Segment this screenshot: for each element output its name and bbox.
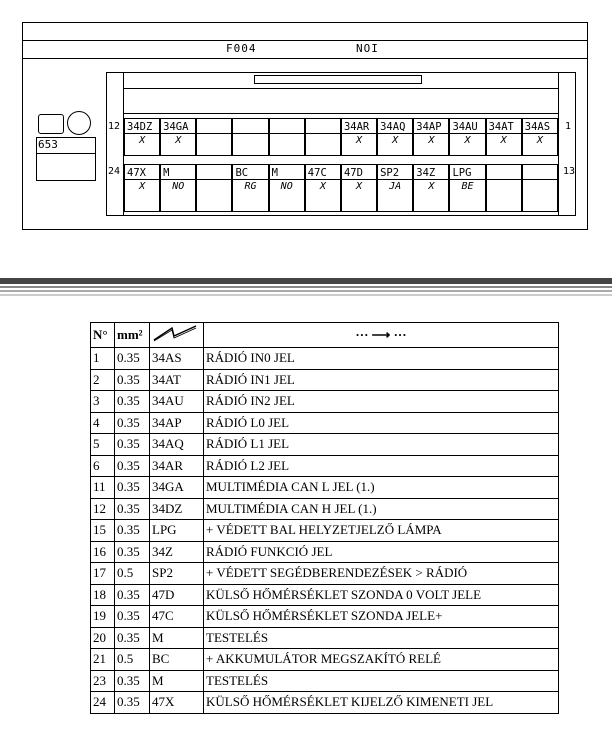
cell-mm2: 0.35 bbox=[115, 434, 150, 456]
pin-cell bbox=[341, 164, 377, 212]
table-row bbox=[91, 434, 559, 456]
table-row bbox=[91, 498, 559, 520]
cell-mm2: 0.35 bbox=[115, 348, 150, 370]
cell-desc: TESTELÉS bbox=[204, 627, 559, 649]
cell-mm2: 0.35 bbox=[115, 627, 150, 649]
cell-desc: KÜLSŐ HŐMÉRSÉKLET SZONDA 0 VOLT JELE bbox=[204, 584, 559, 606]
cell-mm2: 0.35 bbox=[115, 455, 150, 477]
pin-label-1: 1 bbox=[565, 121, 572, 132]
cell-code: 34AT bbox=[150, 369, 204, 391]
cell-mm2: 0.35 bbox=[115, 584, 150, 606]
cell-code: SP2 bbox=[150, 563, 204, 585]
pin-cell bbox=[232, 164, 268, 212]
cell-code: 47X bbox=[150, 692, 204, 714]
cell-code: 34GA bbox=[150, 477, 204, 499]
connector-key-circle bbox=[67, 111, 91, 135]
cell-desc: RÁDIÓ L0 JEL bbox=[204, 412, 559, 434]
cell-no: 17 bbox=[91, 563, 115, 585]
pin-code: 34AR bbox=[343, 121, 370, 133]
pin-code: 34AP bbox=[416, 121, 442, 133]
pin-cell bbox=[413, 164, 449, 212]
cell-no: 6 bbox=[91, 455, 115, 477]
pin-wire-color: X bbox=[175, 135, 182, 146]
pin-wire-color: RG bbox=[244, 181, 257, 192]
cell-desc: MULTIMÉDIA CAN H JEL (1.) bbox=[204, 498, 559, 520]
cell-no: 20 bbox=[91, 627, 115, 649]
pin-wire-color: JA bbox=[389, 181, 402, 192]
table-row bbox=[91, 455, 559, 477]
pin-cell bbox=[449, 118, 485, 156]
cell-mm2: 0.35 bbox=[115, 692, 150, 714]
table-row bbox=[91, 649, 559, 671]
pin-label-13: 13 bbox=[563, 166, 576, 177]
pin-code: 47X bbox=[127, 167, 146, 179]
table-row bbox=[91, 606, 559, 628]
pin-wire-color: BE bbox=[461, 181, 474, 192]
pin-code: 34AT bbox=[488, 121, 514, 133]
table-row bbox=[91, 584, 559, 606]
table-header-row bbox=[91, 323, 559, 348]
pin-wire-color: X bbox=[139, 181, 146, 192]
header-mm2: mm² bbox=[115, 323, 150, 348]
pin-wire-color: X bbox=[319, 181, 326, 192]
cell-desc: + VÉDETT BAL HELYZETJELZŐ LÁMPA bbox=[204, 520, 559, 542]
table-row bbox=[91, 541, 559, 563]
pin-cell bbox=[449, 164, 485, 212]
cell-code: LPG bbox=[150, 520, 204, 542]
component-label: 653 bbox=[38, 138, 58, 151]
cell-no: 12 bbox=[91, 498, 115, 520]
pin-cell bbox=[413, 118, 449, 156]
cell-no: 23 bbox=[91, 670, 115, 692]
cell-mm2: 0.35 bbox=[115, 541, 150, 563]
separator-bar bbox=[0, 278, 612, 284]
pin-cell bbox=[377, 118, 413, 156]
header-bottom-line bbox=[22, 58, 588, 59]
cell-desc: KÜLSŐ HŐMÉRSÉKLET SZONDA JELE+ bbox=[204, 606, 559, 628]
pin-wire-color: X bbox=[139, 135, 146, 146]
pin-label-12: 12 bbox=[108, 121, 121, 132]
pin-cell bbox=[269, 118, 305, 156]
pin-wire-color: X bbox=[356, 135, 363, 146]
pin-cell bbox=[377, 164, 413, 212]
cell-code: M bbox=[150, 627, 204, 649]
pin-cell bbox=[522, 164, 558, 212]
cell-mm2: 0.35 bbox=[115, 391, 150, 413]
cell-no: 19 bbox=[91, 606, 115, 628]
pin-code: M bbox=[271, 167, 278, 179]
pin-wire-color: X bbox=[428, 135, 435, 146]
pin-wire-color: NO bbox=[280, 181, 293, 192]
latch-slot bbox=[254, 75, 422, 84]
pin-code: 34AU bbox=[452, 121, 478, 133]
header-no: N° bbox=[91, 323, 115, 348]
cell-mm2: 0.35 bbox=[115, 477, 150, 499]
cell-no: 18 bbox=[91, 584, 115, 606]
pin-wire-color: X bbox=[356, 181, 363, 192]
pin-cell bbox=[305, 118, 341, 156]
wire-zigzag-icon bbox=[152, 324, 198, 342]
pin-code: LPG bbox=[452, 167, 472, 179]
pin-code: 47D bbox=[343, 167, 363, 179]
pin-cell bbox=[486, 118, 522, 156]
cell-desc: RÁDIÓ L2 JEL bbox=[204, 455, 559, 477]
pin-cell bbox=[341, 118, 377, 156]
cell-mm2: 0.35 bbox=[115, 498, 150, 520]
cell-code: 34Z bbox=[150, 541, 204, 563]
cell-mm2: 0.5 bbox=[115, 649, 150, 671]
pin-code: SP2 bbox=[380, 167, 400, 179]
header-top-line bbox=[22, 40, 588, 41]
cell-desc: RÁDIÓ L1 JEL bbox=[204, 434, 559, 456]
cell-desc: RÁDIÓ FUNKCIÓ JEL bbox=[204, 541, 559, 563]
pin-label-24: 24 bbox=[108, 166, 121, 177]
table-row bbox=[91, 412, 559, 434]
pin-code: 34GA bbox=[163, 121, 189, 133]
table-row bbox=[91, 692, 559, 714]
pin-code: BC bbox=[235, 167, 249, 179]
cell-desc: RÁDIÓ IN0 JEL bbox=[204, 348, 559, 370]
cell-code: 34AQ bbox=[150, 434, 204, 456]
pin-wire-color: X bbox=[428, 181, 435, 192]
cell-code: 47D bbox=[150, 584, 204, 606]
cell-no: 2 bbox=[91, 369, 115, 391]
connector-key-square bbox=[38, 114, 64, 134]
cell-code: M bbox=[150, 670, 204, 692]
pin-code: 34AS bbox=[524, 121, 551, 133]
cell-no: 11 bbox=[91, 477, 115, 499]
table-row bbox=[91, 348, 559, 370]
header-from-to: ··· ⟶ ··· bbox=[204, 323, 559, 348]
cell-no: 5 bbox=[91, 434, 115, 456]
table-row bbox=[91, 520, 559, 542]
cell-desc: RÁDIÓ IN1 JEL bbox=[204, 369, 559, 391]
cell-code: BC bbox=[150, 649, 204, 671]
cell-mm2: 0.35 bbox=[115, 670, 150, 692]
cell-code: 34AU bbox=[150, 391, 204, 413]
pin-wire-color: X bbox=[536, 135, 543, 146]
table-row bbox=[91, 563, 559, 585]
cell-mm2: 0.35 bbox=[115, 412, 150, 434]
pin-cell bbox=[305, 164, 341, 212]
pin-cell bbox=[486, 164, 522, 212]
pin-cell bbox=[196, 164, 232, 212]
cell-code: 34DZ bbox=[150, 498, 204, 520]
pin-wire-color: X bbox=[392, 135, 399, 146]
pin-cell bbox=[269, 164, 305, 212]
cell-no: 15 bbox=[91, 520, 115, 542]
wire-table bbox=[90, 322, 559, 714]
cell-desc: MULTIMÉDIA CAN L JEL (1.) bbox=[204, 477, 559, 499]
table-row bbox=[91, 391, 559, 413]
pin-code: 47C bbox=[307, 167, 327, 179]
table-row bbox=[91, 369, 559, 391]
cell-no: 1 bbox=[91, 348, 115, 370]
pin-code: M bbox=[163, 167, 170, 179]
table-row bbox=[91, 670, 559, 692]
cell-no: 24 bbox=[91, 692, 115, 714]
connector-color-code: NOI bbox=[356, 42, 379, 55]
pin-cell bbox=[124, 164, 160, 212]
cell-desc: TESTELÉS bbox=[204, 670, 559, 692]
pin-code: 34DZ bbox=[127, 121, 153, 133]
pin-cell bbox=[522, 118, 558, 156]
pin-wire-color: X bbox=[500, 135, 507, 146]
connector-ref: F004 bbox=[226, 42, 257, 55]
cell-code: 47C bbox=[150, 606, 204, 628]
pin-wire-color: X bbox=[464, 135, 471, 146]
cell-desc: + VÉDETT SEGÉDBERENDEZÉSEK > RÁDIÓ bbox=[204, 563, 559, 585]
pin-cell bbox=[232, 118, 268, 156]
cell-desc: KÜLSŐ HŐMÉRSÉKLET KIJELZŐ KIMENETI JEL bbox=[204, 692, 559, 714]
pin-cell bbox=[196, 118, 232, 156]
pin-code: 34Z bbox=[416, 167, 436, 179]
cell-mm2: 0.35 bbox=[115, 369, 150, 391]
table-row bbox=[91, 627, 559, 649]
cell-no: 4 bbox=[91, 412, 115, 434]
cell-no: 3 bbox=[91, 391, 115, 413]
cell-no: 21 bbox=[91, 649, 115, 671]
table-row bbox=[91, 477, 559, 499]
cell-code: 34AR bbox=[150, 455, 204, 477]
cell-mm2: 0.35 bbox=[115, 606, 150, 628]
pin-cell bbox=[160, 118, 196, 156]
cell-code: 34AP bbox=[150, 412, 204, 434]
pin-cell bbox=[124, 118, 160, 156]
cell-desc: + AKKUMULÁTOR MEGSZAKÍTÓ RELÉ bbox=[204, 649, 559, 671]
pin-wire-color: NO bbox=[172, 181, 185, 192]
pin-code: 34AQ bbox=[380, 121, 406, 133]
cell-no: 16 bbox=[91, 541, 115, 563]
pin-cell bbox=[160, 164, 196, 212]
cell-code: 34AS bbox=[150, 348, 204, 370]
cell-mm2: 0.35 bbox=[115, 520, 150, 542]
cell-mm2: 0.5 bbox=[115, 563, 150, 585]
cell-desc: RÁDIÓ IN2 JEL bbox=[204, 391, 559, 413]
header-wire-icon bbox=[150, 323, 204, 348]
